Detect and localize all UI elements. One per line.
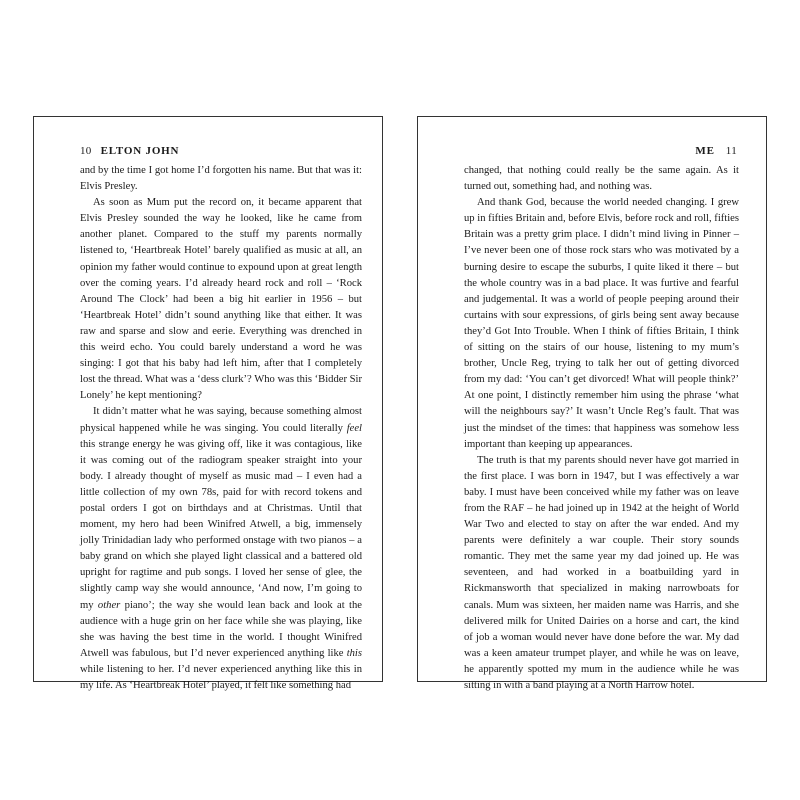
paragraph — [464, 453, 739, 694]
running-head: ELTON JOHN — [100, 145, 180, 157]
body-text — [80, 163, 362, 694]
paragraph — [80, 195, 362, 404]
paragraph — [80, 163, 362, 195]
paragraph-text: changed, that nothing could really be the same again. As it turned out, something had, and nothing was. — [464, 165, 739, 193]
right-page-header — [464, 145, 737, 161]
italic-text: this — [346, 647, 362, 659]
running-head: ME — [695, 145, 715, 157]
paragraph-text: this strange energy he was giving off, like it was contagious, like it was coming out of the radiogram speaker straight into your body. I already thought of myself as music mad – I even had a little collection of my own 78s, paid for with record tokens and postal orders I got on birthdays and at Christmas. Until that moment, my hero had been Winifred Atwell, a big, immensely jolly Trinidadian lady who performed onstage with two pianos – a baby grand on which she played light classical and a battered old upright for ragtime and pub songs. I loved her sense of glee, the slightly camp way she would announce, ‘And now, I’m going to my — [80, 438, 362, 611]
left-page — [33, 116, 383, 691]
italic-text: other — [97, 599, 121, 611]
paragraph — [464, 163, 739, 195]
paragraph-text: As soon as Mum put the record on, it became apparent that Elvis Presley sounded the way he looked, like he came from another planet. Compared to the stuff my parents normally listened to, ‘Heartbreak Hotel’ barely qualified as music at all, an opinion my father would continue to expound upon at great length over the coming years. I’d already heard rock and roll – ‘Rock Around The Clock’ had been a big hit earlier in 1956 – but ‘Heartbreak Hotel’ didn’t sound anything like that either. It was raw and sparse and slow and eerie. Everything was drenched in this weird echo. You could barely understand a word he was singing: I got that his baby had left him, after that I completely lost the thread. What was a ‘dess clurk’? Who was this ‘Bidder Sir Lonely’ he kept mentioning? — [80, 197, 362, 402]
left-page-header — [80, 145, 360, 161]
paragraph — [464, 195, 739, 453]
paragraph-text: and by the time I got home I’d forgotten his name. But that was it: Elvis Presley. — [80, 165, 362, 193]
paragraph-text: while listening to her. I’d never experienced anything like this in my life. As ‘Heartbreak Hotel’ played, it felt like something had — [80, 663, 362, 691]
paragraph-text: And thank God, because the world needed changing. I grew up in fifties Britain and, before Elvis, before rock and roll, fifties Britain was a pretty grim place. I didn’t mind living in Pinner – I’ve never been one of those rock stars who was motivated by a burning desire to escape the suburbs, I quite liked it there – but the whole country was in a bad place. It was furtive and fearful and judgemental. It was a world of people peeping around their curtains with sour expressions, of girls being sent away because they’d Got Into Trouble. When I think of fifties Britain, I think of sitting on the stairs of our house, listening to my mum’s brother, Uncle Reg, trying to talk her out of getting divorced from my dad: ‘You can’t get divorced! What will people think?’ At one point, I distinctly remember him using the phrase ‘what will the neighbours say?’ It wasn’t Uncle Reg’s fault. That was just the mindset of the times: that happiness was somehow less important than keeping up appearances. — [464, 197, 739, 450]
page-number: 10 — [80, 145, 92, 157]
right-page — [417, 116, 767, 691]
paragraph-text: piano’; the way she would lean back and look at the audience with a huge grin on her face while she was playing, like she was having the best time in the world. I thought Winifred Atwell was fabulous, but I’d never experienced anything like — [80, 599, 362, 659]
paragraph — [80, 404, 362, 694]
page-number: 11 — [725, 145, 737, 157]
paragraph-text: The truth is that my parents should never have got married in the first place. I was born in 1947, but I was effectively a war baby. I must have been conceived while my father was on leave from the RAF – he had joined up in 1942 at the height of World War Two and elected to stay on after the war ended. And my parents were definitely a war couple. Their story sounds romantic. They met the same year my dad joined up. He was seventeen, and had worked in a boatbuilding yard in Rickmansworth that specialized in making narrowboats for canals. Mum was sixteen, her maiden name was Harris, and she delivered milk for United Dairies on a horse and cart, the kind of job a woman would never have done before the war. My dad was a keen amateur trumpet player, and while he was on leave, he apparently spotted my mum in the audience while he was sitting in with a band playing at a North Harrow hotel. — [464, 454, 739, 691]
paragraph-text: It didn’t matter what he was saying, because something almost physical happened while he was singing. You could literally — [80, 406, 362, 434]
italic-text: feel — [346, 422, 362, 434]
body-text — [464, 163, 739, 694]
